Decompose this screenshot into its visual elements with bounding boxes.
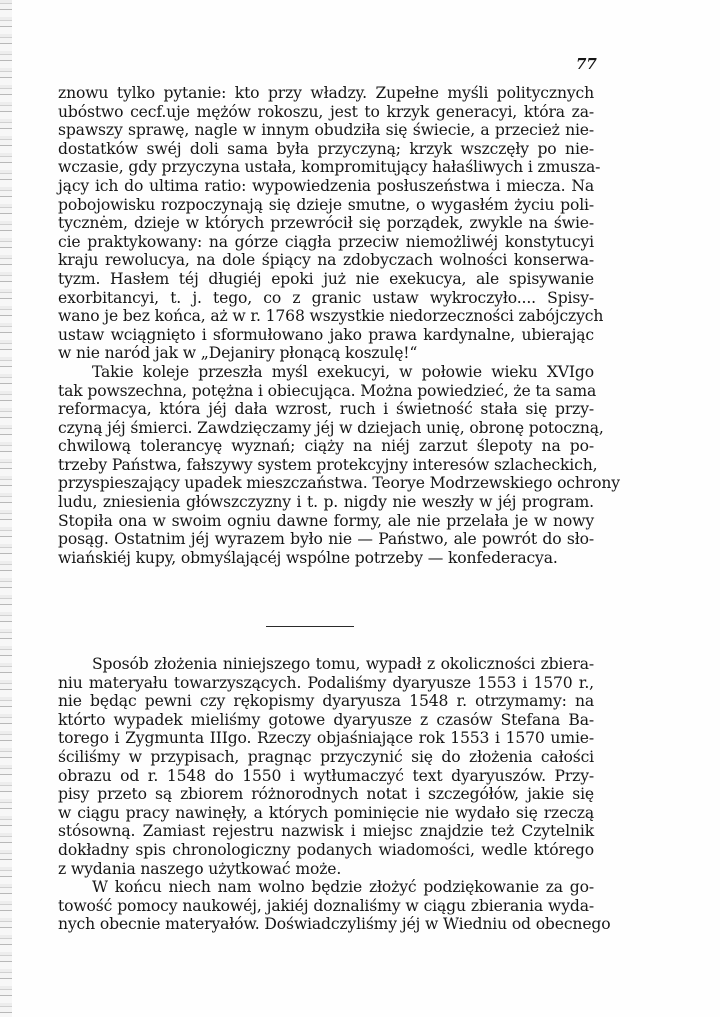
text-line: reformacya, która jéj dała wzrost, ruch i świetność stała się przy-: [58, 400, 594, 419]
paragraph: [58, 84, 604, 363]
text-line: czyną jéj śmierci. Zawdzięczamy jéj w dziejach unię, obronę potoczną,: [58, 418, 604, 437]
text-line: wiańskiéj kupy, obmyślającéj wspólne potrzeby — konfederacya.: [58, 548, 558, 567]
paragraph: [58, 362, 620, 568]
text-line: wano je bez końca, aż w r. 1768 wszystkie niedorzeczności zabójczych: [58, 307, 604, 326]
text-line: ubóstwo cecf.uje mężów rokoszu, jest to krzyk generacyi, która za-: [58, 102, 594, 121]
text-line: posąg. Ostatnim jéj wyrazem było nie — Państwo, ale powrót do sło-: [58, 530, 594, 549]
text-line: Stopiła ona w swoim ogniu dawne formy, ale nie przelała je w nowy: [58, 511, 594, 530]
text-line: Sposób złożenia niniejszego tomu, wypadł z okoliczności zbiera-: [92, 655, 594, 673]
text-block-top: [58, 84, 620, 567]
text-line: przyspieszający upadek mieszczaństwa. Teorye Modrzewskiego ochrony: [58, 474, 620, 493]
text-line: torego i Zygmunta IIIgo. Rzeczy objaśniające rok 1553 i 1570 umie-: [58, 729, 594, 748]
text-line: tycznėm, dzieje w których przewrócił się porządek, zwykle na świe-: [58, 214, 594, 233]
text-line: niu materyału towarzyszących. Podaliśmy dyaryusze 1553 i 1570 r.,: [58, 673, 594, 692]
text-line: ludu, zniesienia główszczyzny i t. p. nigdy nie weszły w jéj program.: [58, 493, 594, 512]
text-line: z wydania naszego użytkować może.: [58, 859, 342, 878]
text-line: tak powszechna, potężna i obiecująca. Można powiedzieć, że ta sama: [58, 381, 597, 400]
text-line: Takie koleje przeszła myśl exekucyi, w połowie wieku XVIgo: [92, 362, 594, 381]
section-divider: [266, 626, 354, 627]
text-line: towość pomocy naukowéj, jakiéj doznaliśmy w ciągu zbierania wyda-: [58, 896, 594, 915]
text-line: cie praktykowany: na górze ciągła przeciw niemożliwéj konstytucyi: [58, 232, 594, 251]
text-line: trzeby Państwa, fałszywy system protekcyjny interesów szlacheckich,: [58, 455, 598, 474]
text-line: którto wypadek mieliśmy gotowe dyaryusze z czasów Stefana Ba-: [58, 710, 594, 729]
page-binding-edge: [0, 0, 12, 1017]
text-line: nych obecnie materyałów. Doświadczyliśmy jéj w Wiedniu od obecnego: [58, 915, 611, 934]
page-number: 77: [576, 55, 597, 73]
text-block-bottom: [58, 655, 611, 934]
text-line: pobojowisku rozpoczynają się dzieje smutne, o wygasłém życiu poli-: [58, 195, 594, 214]
text-line: ustaw wciągnięto i sformułowano jako prawa kardynalne, ubierając: [58, 325, 594, 344]
text-line: w ciągu pracy nawinęły, a których pominięcie nie wydało się rzeczą: [58, 803, 594, 822]
text-line: obrazu od r. 1548 do 1550 i wytłumaczyć text dyaryuszów. Przy-: [58, 766, 594, 785]
text-line: tyzm. Hasłem téj długiéj epoki już nie exekucya, ale spisywanie: [58, 269, 594, 288]
text-line: dokładny spis chronologiczny podanych wiadomości, wedle którego: [58, 840, 594, 859]
paragraph: [58, 878, 611, 934]
text-line: dostatków swéj doli sama była przyczyną; krzyk wszczęły po nie-: [58, 139, 594, 158]
text-line: stósowną. Zamiast rejestru nazwisk i miejsc znajdzie też Czytelnik: [58, 822, 594, 841]
text-line: wczasie, gdy przyczyna ustała, kompromitujący hałaśliwych i zmusza-: [58, 158, 601, 177]
text-line: spawszy sprawę, nagle w innym obudziła się świecie, a przecież nie-: [58, 121, 594, 140]
text-line: exorbitancyi, t. j. tego, co z granic ustaw wykroczyło.... Spisy-: [58, 288, 594, 307]
text-line: nie będąc pewni czy rękopismy dyaryusza 1548 r. otrzymamy: na: [58, 692, 594, 711]
paragraph: [58, 655, 594, 878]
text-line: jący ich do ultima ratio: wypowiedzenia posłuszeństwa i miecza. Na: [58, 176, 594, 195]
text-line: kraju rewolucya, na dole śpiący na zdobyczach wolności konserwa-: [58, 251, 594, 270]
text-line: pisy przeto są zbiorem różnorodnych notat i szczegółów, jakie się: [58, 785, 594, 804]
text-line: W końcu niech nam wolno będzie złożyć podziękowanie za go-: [92, 878, 594, 897]
text-line: znowu tylko pytanie: kto przy władzy. Zupełne myśli politycznych: [58, 84, 594, 102]
text-line: ściliśmy w przypisach, pragnąc przyczynić się do złożenia całości: [58, 747, 594, 766]
text-line: chwilową tolerancyę wyznań; ciąży na niéj zarzut ślepoty na po-: [58, 437, 594, 456]
text-line: w nie naród jak w „Dejaniry płonącą koszulę!“: [58, 344, 418, 363]
